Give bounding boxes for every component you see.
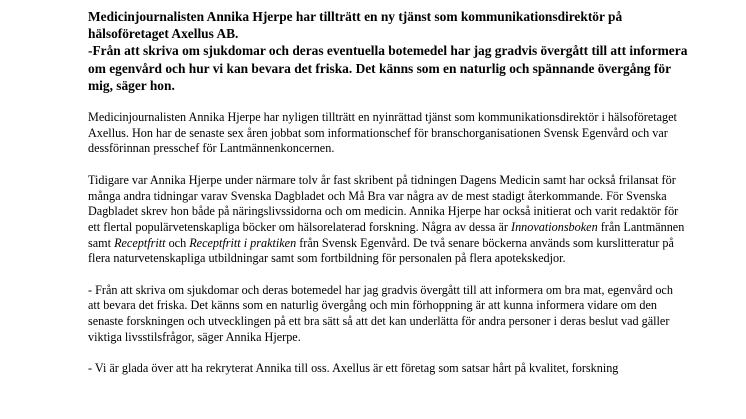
lead-intro: Medicinjournalisten Annika Hjerpe har tillträtt en ny tjänst som kommunikationsdirektör på hälsoföretaget Axellus AB.	[88, 9, 623, 42]
book-title-innovationsboken: Innovationsboken	[511, 219, 598, 234]
background-text-3: och	[165, 235, 190, 250]
background-text-4: från Svensk Egenvård. De två senare böckerna används som kurslitteratur på flera naturvetenskapliga utbildningar samt som fortbildning för personalen på flera apotekskedjor.	[88, 235, 674, 266]
lead-heading	[88, 8, 688, 94]
paragraph-background	[88, 173, 688, 267]
paragraph-appointment: Medicinjournalisten Annika Hjerpe har nyligen tillträtt en nyinrättad tjänst som kommunikationsdirektör i hälsoföretaget Axellus. Hon har de senaste sex åren jobbat som informationschef för branschorganisationen Svensk Egenvård och var dessförinnan presschef för Lantmännenkoncernen.	[88, 110, 677, 156]
book-title-receptfritt: Receptfritt	[114, 235, 166, 250]
lead-quote: -Från att skriva om sjukdomar och deras eventuella botemedel har jag gradvis övergått till att informera om egenvård och hur vi kan bevara det friska. Det känns som en naturlig och spännande övergång för mig, säger hon.	[88, 43, 688, 93]
background-text-1: Tidigare var Annika Hjerpe under närmare tolv år fast skribent på tidningen Dagens Medicin samt har också frilansat för många andra tidningar varav Svenska Dagbladet och Må Bra var några av de mest stadigt återkommande. För Svenska Dagbladet skrev hon både på näringslivssidorna och om medicin. Annika Hjerpe har också initierat och varit redaktör för ett flertal populärvetenskapliga böcker om hälsorelaterad forskning. Några av dessa är	[88, 172, 679, 234]
book-title-receptfritt-i-praktiken: Receptfritt i praktiken	[189, 235, 297, 250]
paragraph-quote-axellus: - Vi är glada över att ha rekryterat Annika till oss. Axellus är ett företag som satsar hårt på kvalitet, forskning	[88, 361, 619, 376]
press-release-document	[88, 8, 688, 393]
background-text-2: från Lantmännen samt	[88, 219, 685, 250]
paragraph-quote-hjerpe: - Från att skriva om sjukdomar och deras botemedel har jag gradvis övergått till att informera om bra mat, egenvård och att bevara det friska. Det känns som en naturlig övergång och min förhoppning är att kunna informera vidare om den senaste forskningen och utvecklingen på ett bra sätt så att det kan underlätta för andra personer i deras beslut vad gäller viktiga livsstilsfrågor, säger Annika Hjerpe.	[88, 282, 673, 344]
spacer	[88, 94, 688, 110]
